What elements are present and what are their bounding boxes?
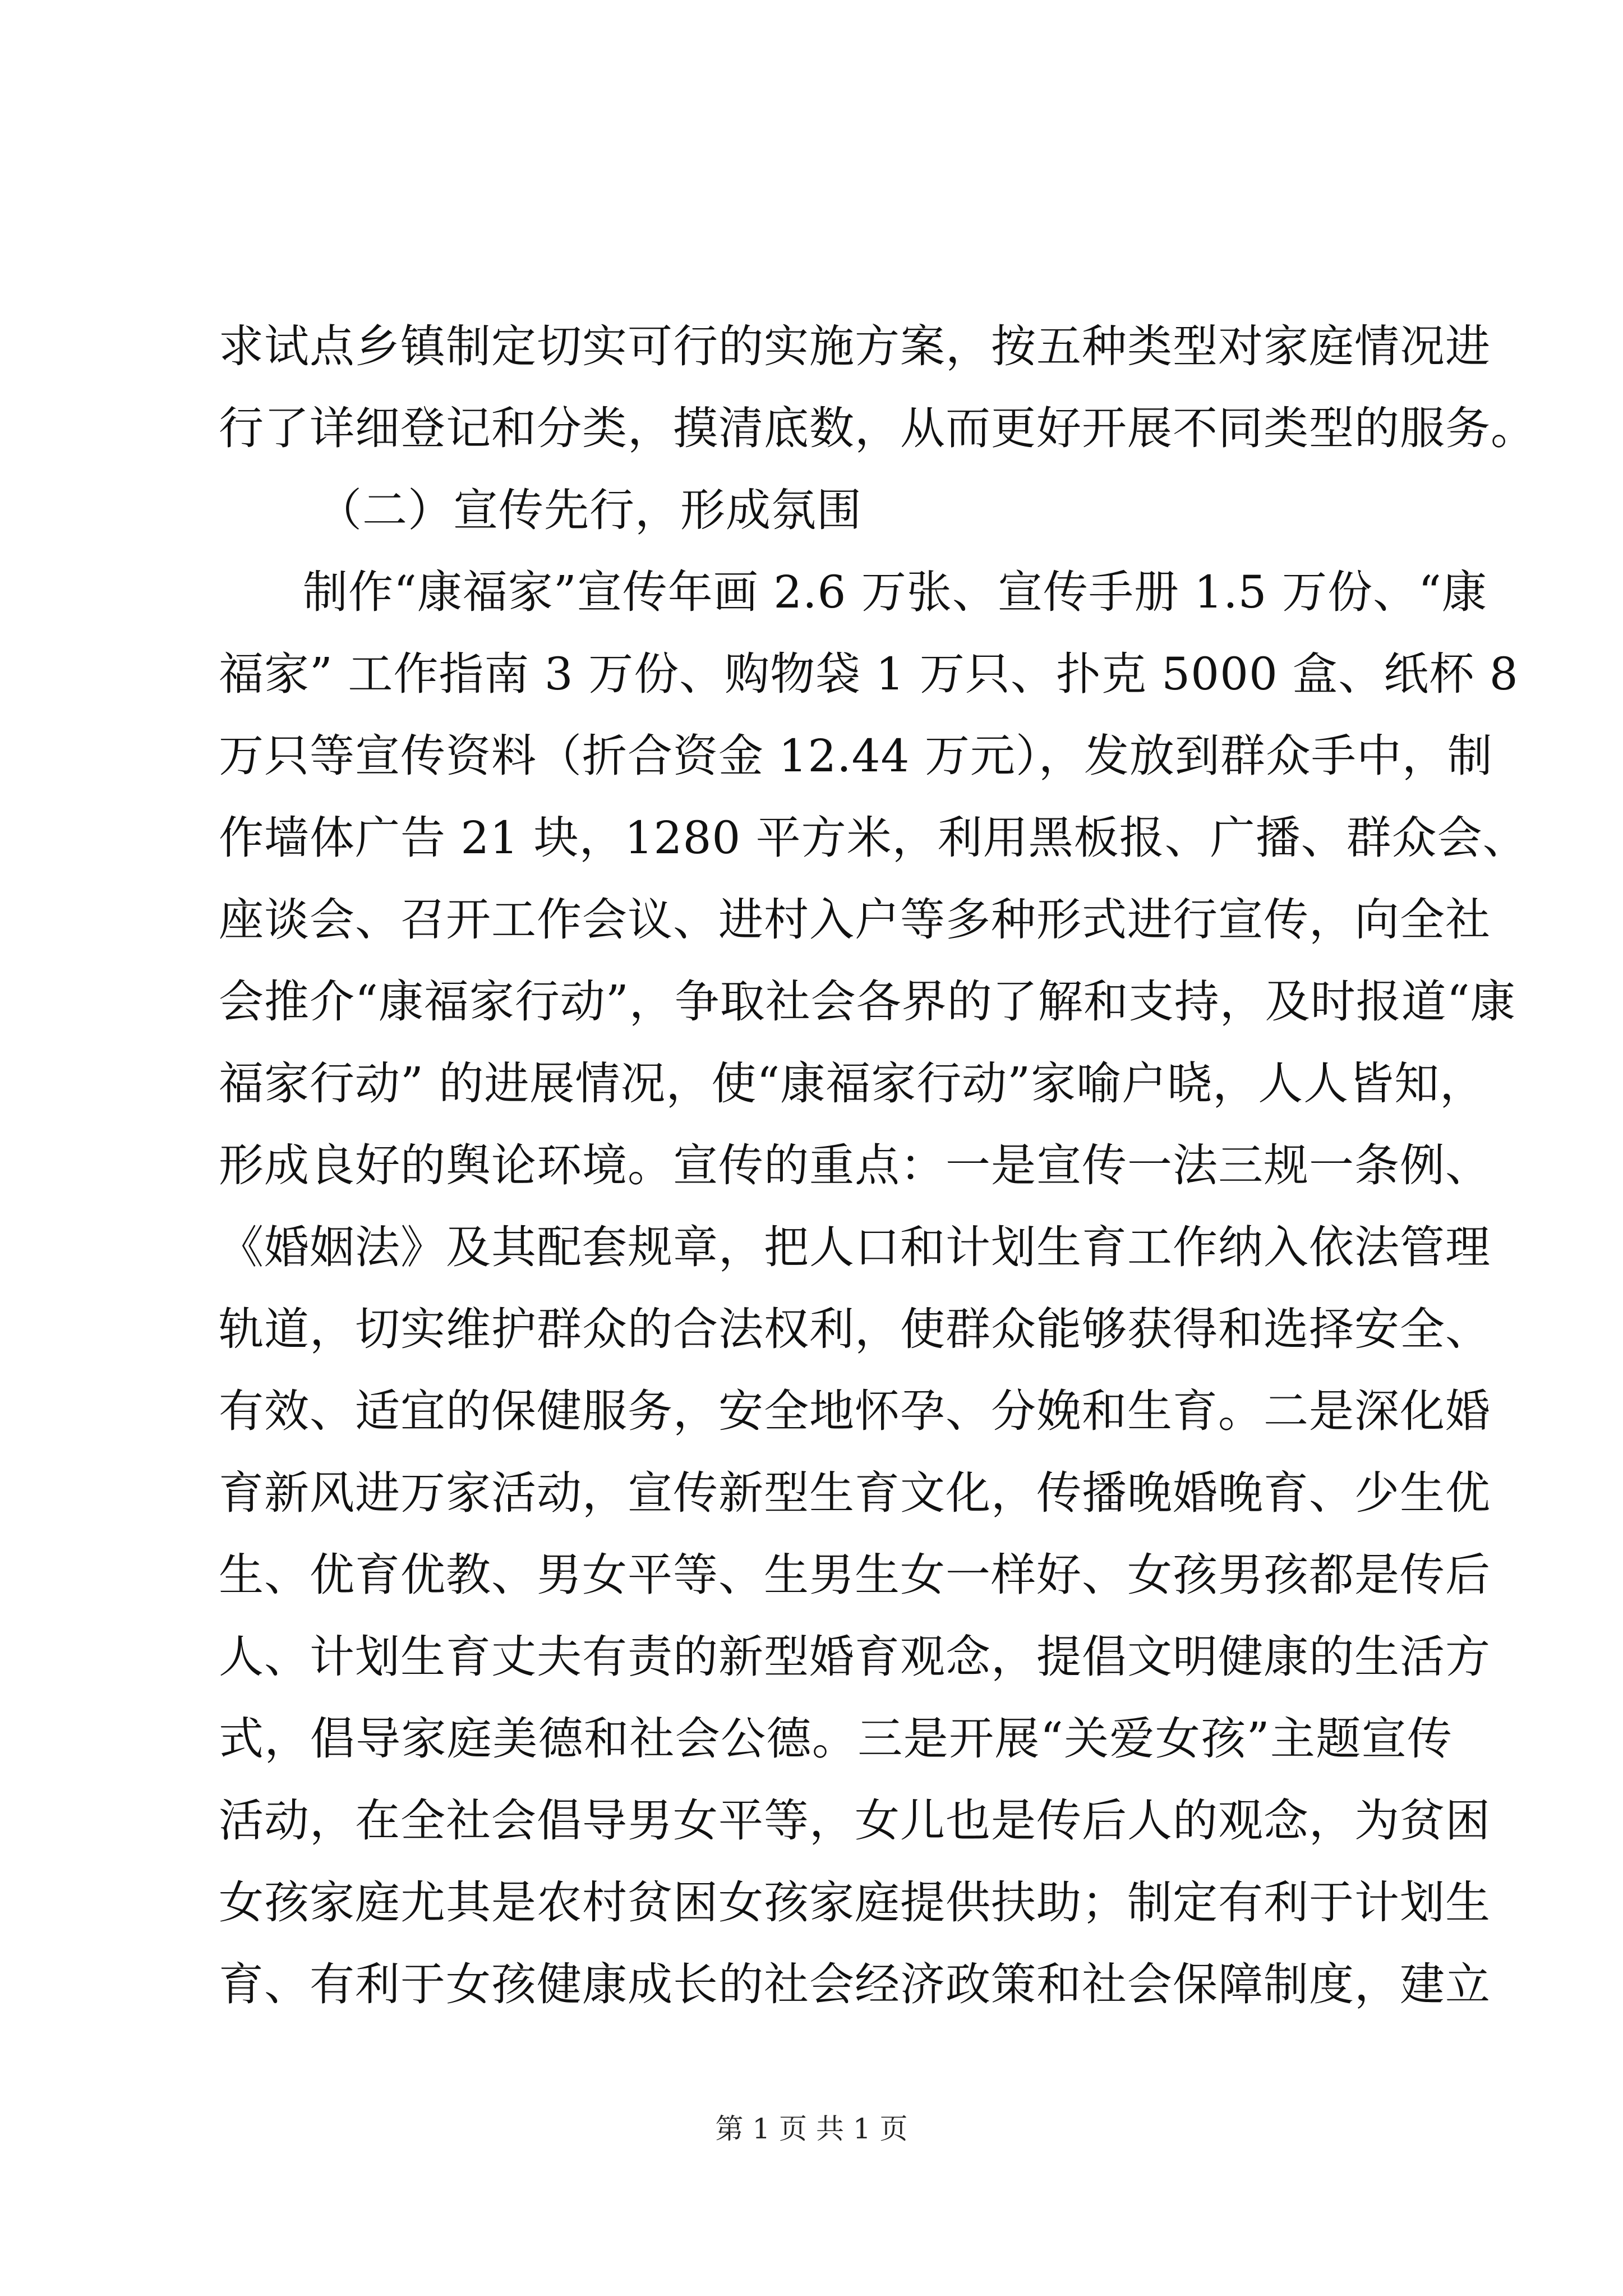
document-body bbox=[219, 306, 1536, 2026]
body-line: 求试点乡镇制定切实可行的实施方案，按五种类型对家庭情况进 bbox=[219, 320, 1491, 372]
body-line: 作墙体广告 21 块，1280 平方米，利用黑板报、广播、群众会、 bbox=[219, 812, 1528, 864]
page-number: 第 1 页 共 1 页 bbox=[715, 2113, 908, 2145]
body-line: 万只等宣传资料（折合资金 12.44 万元），发放到群众手中，制 bbox=[219, 730, 1493, 782]
page-footer bbox=[0, 2112, 1623, 2146]
body-line: 福家” 工作指南 3 万份、购物袋 1 万只、扑克 5000 盒、纸杯 8 bbox=[219, 648, 1519, 700]
body-line: 式，倡导家庭美德和社会公德。三是开展“关爱女孩”主题宣传 bbox=[219, 1713, 1453, 1765]
body-line: 生、优育优教、男女平等、生男生女一样好、女孩男孩都是传后 bbox=[219, 1549, 1491, 1601]
body-line: 座谈会、召开工作会议、进村入户等多种形式进行宣传，向全社 bbox=[219, 894, 1491, 946]
body-line: 育、有利于女孩健康成长的社会经济政策和社会保障制度，建立 bbox=[219, 1958, 1491, 2010]
body-line: 行了详细登记和分类，摸清底数，从而更好开展不同类型的服务。 bbox=[219, 402, 1536, 454]
body-line: 形成良好的舆论环境。宣传的重点：一是宣传一法三规一条例、 bbox=[219, 1139, 1491, 1191]
body-line: 会推介“康福家行动”，争取社会各界的了解和支持，及时报道“康 bbox=[219, 976, 1516, 1028]
body-line: 有效、适宜的保健服务，安全地怀孕、分娩和生育。二是深化婚 bbox=[219, 1385, 1491, 1437]
body-line: 《婚姻法》及其配套规章，把人口和计划生育工作纳入依法管理 bbox=[219, 1221, 1491, 1273]
body-line: 活动，在全社会倡导男女平等，女儿也是传后人的观念，为贫困 bbox=[219, 1795, 1491, 1847]
body-line: 育新风进万家活动，宣传新型生育文化，传播晚婚晚育、少生优 bbox=[219, 1467, 1491, 1519]
body-line: 制作“康福家”宣传年画 2.6 万张、宣传手册 1.5 万份、“康 bbox=[303, 566, 1487, 618]
body-line: 女孩家庭尤其是农村贫困女孩家庭提供扶助；制定有利于计划生 bbox=[219, 1876, 1491, 1929]
body-line: 福家行动” 的进展情况，使“康福家行动”家喻户晓，人人皆知， bbox=[219, 1057, 1486, 1110]
body-line: 轨道，切实维护群众的合法权利，使群众能够获得和选择安全、 bbox=[219, 1303, 1491, 1355]
section-heading: （二）宣传先行，形成氛围 bbox=[317, 484, 862, 536]
body-line: 人、计划生育丈夫有责的新型婚育观念，提倡文明健康的生活方 bbox=[219, 1631, 1491, 1683]
